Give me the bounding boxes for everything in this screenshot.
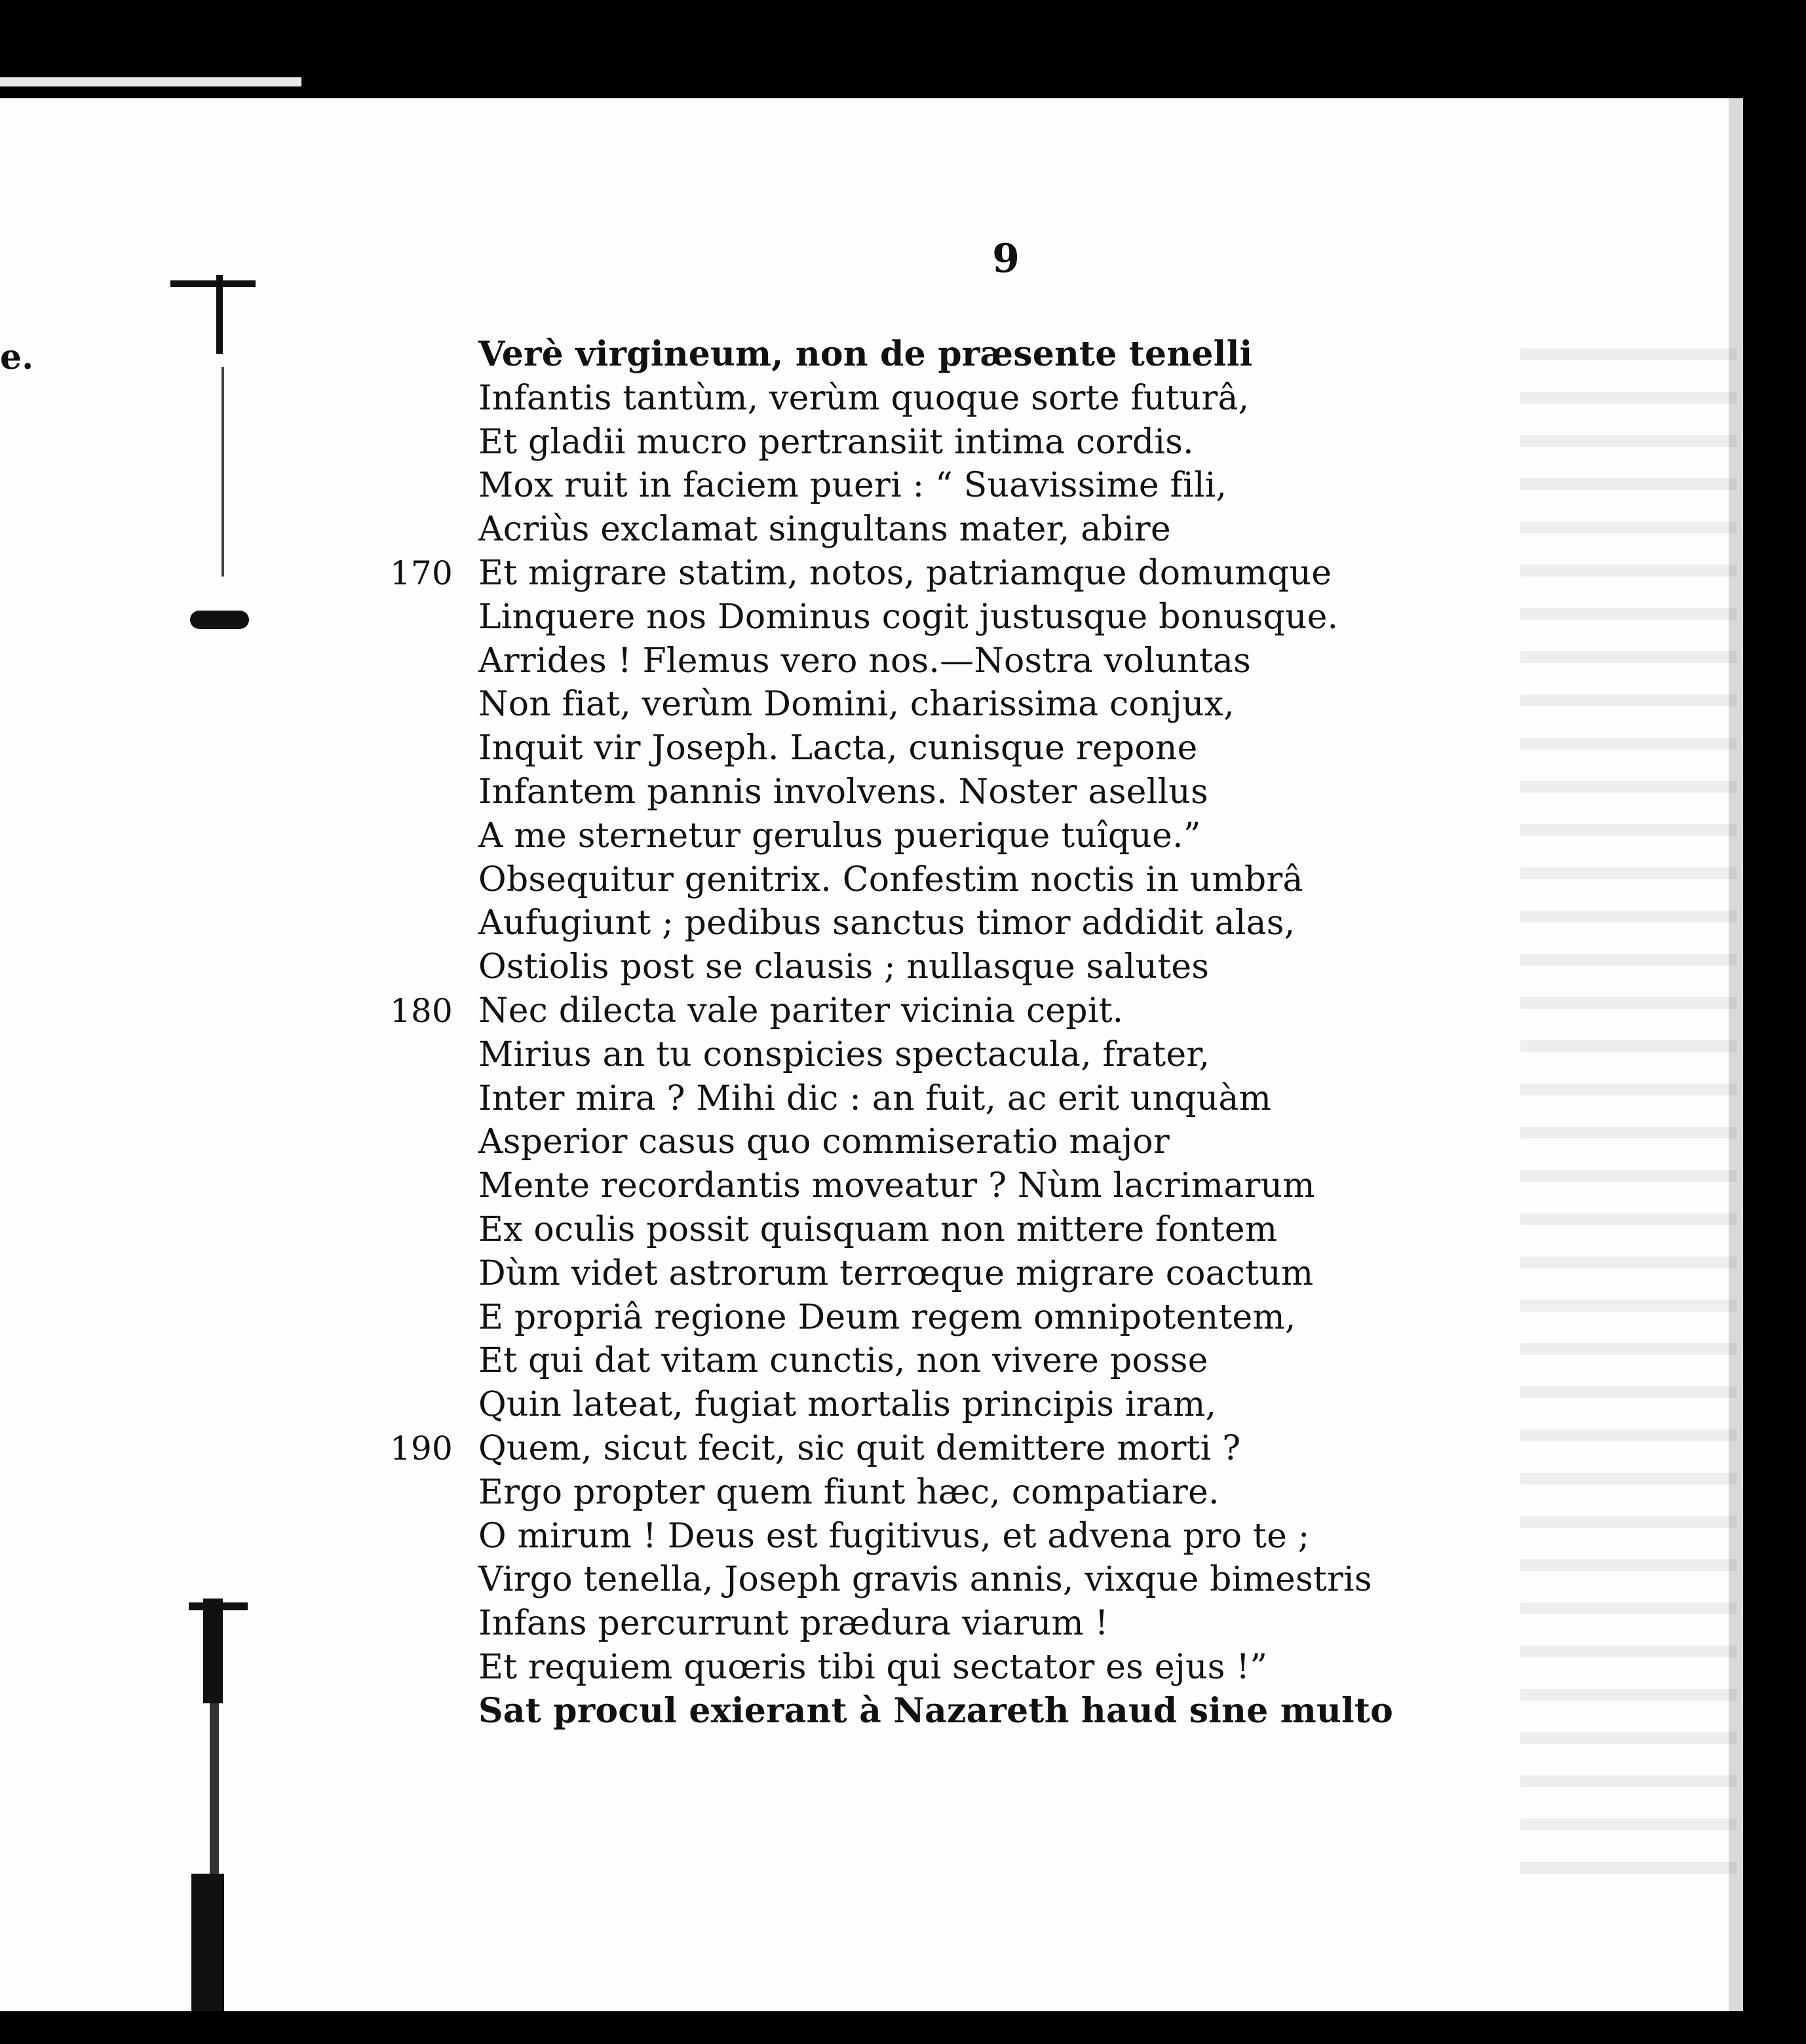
line-text: Quem, sicut fecit, sic quit demittere morti ? bbox=[478, 1428, 1241, 1468]
line-text: Infantis tantùm, verùm quoque sorte futurâ, bbox=[478, 378, 1250, 418]
binding-stub bbox=[191, 1874, 224, 2011]
verse-line bbox=[367, 1339, 1547, 1383]
line-text: Dùm videt astrorum terrœque migrare coactum bbox=[478, 1253, 1314, 1293]
verse-line bbox=[367, 1252, 1547, 1296]
line-text: Mirius an tu conspicies spectacula, frater, bbox=[478, 1034, 1210, 1074]
line-text: Ergo propter quem fiunt hæc, compatiare. bbox=[478, 1472, 1220, 1512]
binding-knot bbox=[190, 611, 249, 629]
verse-line bbox=[367, 1558, 1547, 1602]
verse-line bbox=[367, 770, 1547, 814]
line-text: Ex oculis possit quisquam non mittere fontem bbox=[478, 1209, 1278, 1249]
line-text: A me sternetur gerulus puerique tuîque.” bbox=[478, 816, 1201, 856]
verse-line bbox=[367, 727, 1547, 770]
verse-line bbox=[367, 596, 1547, 639]
verse-line bbox=[367, 814, 1547, 858]
verse-line bbox=[367, 464, 1547, 508]
line-text: Aufugiunt ; pedibus sanctus timor addidit alas, bbox=[478, 903, 1296, 943]
verse-line bbox=[367, 858, 1547, 902]
bleed-through-text bbox=[1520, 334, 1737, 1893]
verse-line bbox=[367, 639, 1547, 683]
line-text: Non fiat, verùm Domini, charissima conjux, bbox=[478, 685, 1235, 725]
binding-thread bbox=[221, 367, 224, 577]
verse-line bbox=[367, 1471, 1547, 1515]
verse-line bbox=[367, 1033, 1547, 1077]
binding-mark-top bbox=[216, 275, 223, 354]
verse-line bbox=[367, 1690, 1547, 1733]
verse-line bbox=[367, 508, 1547, 552]
line-text: E propriâ regione Deum regem omnipotentem, bbox=[478, 1297, 1296, 1337]
verse-line bbox=[367, 1427, 1547, 1471]
line-text: Nec dilecta vale pariter vicinia cepit. bbox=[478, 991, 1124, 1031]
verse-line bbox=[367, 1120, 1547, 1164]
line-text: Et qui dat vitam cunctis, non vivere posse bbox=[478, 1341, 1208, 1381]
verse-line bbox=[367, 333, 1547, 377]
line-text: Asperior casus quo commiseratio major bbox=[478, 1122, 1170, 1162]
binding-mark-top-bar bbox=[170, 280, 256, 287]
verse-block bbox=[367, 333, 1547, 1733]
line-text: Obsequitur genitrix. Confestim noctis in umbrâ bbox=[478, 860, 1303, 899]
verse-line bbox=[367, 1602, 1547, 1646]
verse-line bbox=[367, 1515, 1547, 1559]
line-text: Ostiolis post se clausis ; nullasque salutes bbox=[478, 947, 1210, 987]
line-number: 170 bbox=[390, 554, 453, 592]
line-text: Mente recordantis moveatur ? Nùm lacrimarum bbox=[478, 1166, 1315, 1206]
verse-line bbox=[367, 683, 1547, 727]
verse-line bbox=[367, 945, 1547, 989]
binding-mark-bottom bbox=[203, 1599, 223, 1703]
verse-line bbox=[367, 1164, 1547, 1208]
line-text: Acriùs exclamat singultans mater, abire bbox=[478, 510, 1171, 550]
verse-line bbox=[367, 552, 1547, 596]
verse-line bbox=[367, 1077, 1547, 1121]
verse-line bbox=[367, 1646, 1547, 1690]
line-text: Et migrare statim, notos, patriamque domumque bbox=[478, 553, 1332, 593]
line-text: Arrides ! Flemus vero nos.—Nostra voluntas bbox=[478, 641, 1252, 681]
line-text: Mox ruit in faciem pueri : “ Suavissime fili, bbox=[478, 466, 1227, 506]
verse-line bbox=[367, 1383, 1547, 1427]
verse-line bbox=[367, 1208, 1547, 1252]
verse-line bbox=[367, 989, 1547, 1033]
verse-line bbox=[367, 377, 1547, 421]
line-text: Inter mira ? Mihi dic : an fuit, ac erit unquàm bbox=[478, 1078, 1272, 1118]
line-text: Inquit vir Joseph. Lacta, cunisque repone bbox=[478, 729, 1198, 768]
line-number: 190 bbox=[390, 1429, 453, 1467]
edge-fragment: e. bbox=[0, 337, 34, 377]
verse-line bbox=[367, 901, 1547, 945]
line-text: Infans percurrunt prædura viarum ! bbox=[478, 1604, 1109, 1644]
line-text: Quin lateat, fugiat mortalis principis iram, bbox=[478, 1385, 1217, 1425]
line-text: Sat procul exierant à Nazareth haud sine multo bbox=[478, 1690, 1394, 1731]
line-text: Verè virgineum, non de præsente tenelli bbox=[478, 334, 1253, 374]
line-text: Et gladii mucro pertransiit intima cordis. bbox=[478, 422, 1194, 462]
verse-line bbox=[367, 421, 1547, 464]
line-text: Et requiem quœris tibi qui sectator es ejus !” bbox=[478, 1647, 1268, 1687]
line-text: Linquere nos Dominus cogit justusque bonusque. bbox=[478, 597, 1339, 637]
top-rule bbox=[0, 77, 301, 86]
line-text: Virgo tenella, Joseph gravis annis, vixque bimestris bbox=[478, 1560, 1372, 1600]
binding-mark-bottom-bar bbox=[189, 1602, 248, 1610]
verse-line bbox=[367, 1296, 1547, 1340]
line-text: O mirum ! Deus est fugitivus, et advena pro te ; bbox=[478, 1516, 1310, 1556]
line-text: Infantem pannis involvens. Noster asellus bbox=[478, 772, 1208, 812]
page-number: 9 bbox=[992, 236, 1020, 282]
line-number: 180 bbox=[390, 991, 453, 1030]
